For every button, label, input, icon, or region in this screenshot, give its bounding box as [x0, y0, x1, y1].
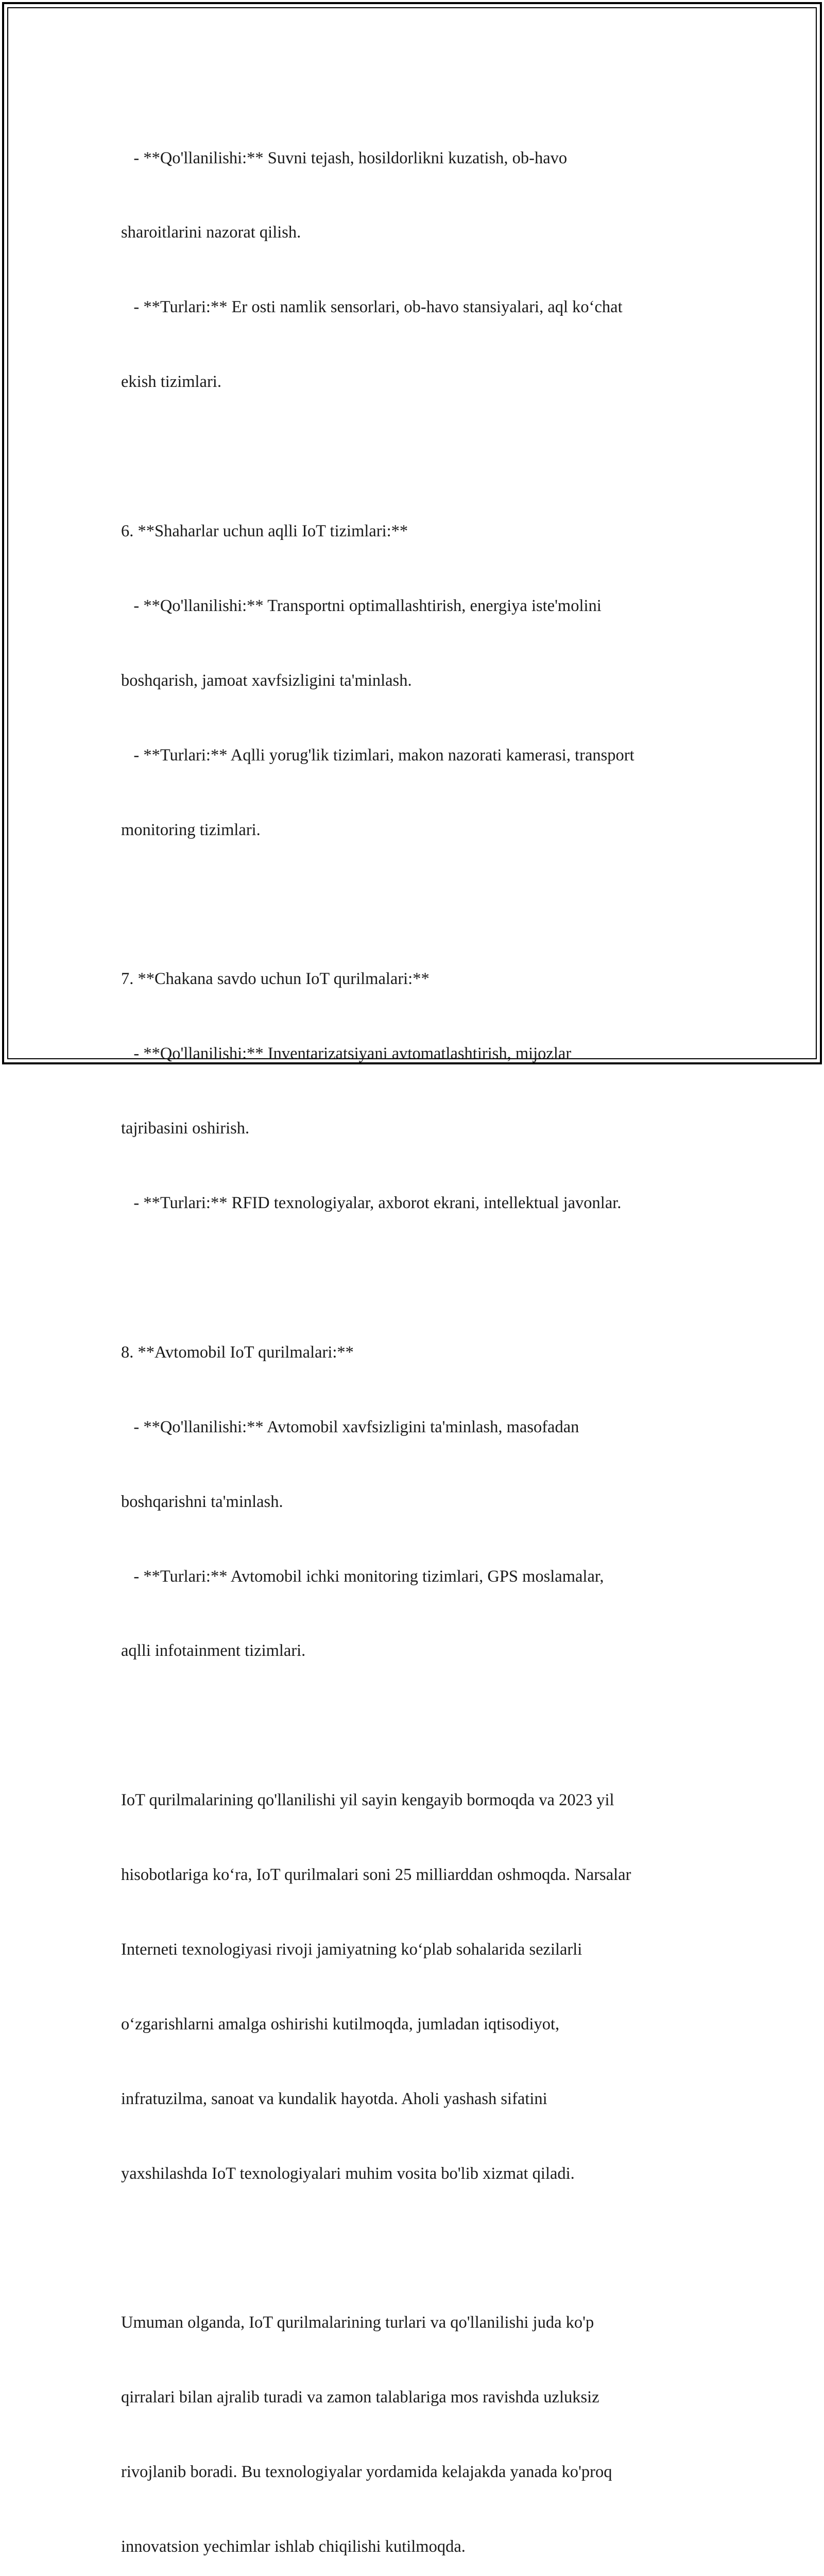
text-line: 6. **Shaharlar uchun aqlli IoT tizimlari:** — [121, 522, 408, 541]
blank-line — [121, 444, 708, 469]
text-line: Umuman olganda, IoT qurilmalarining turlari va qo'llanilishi juda ko'p — [121, 2313, 594, 2332]
text-line: ekish tizimlari. — [121, 372, 221, 392]
text-line: innovatsion yechimlar ishlab chiqilishi kutilmoqda. — [121, 2537, 466, 2556]
text-line: monitoring tizimlari. — [121, 820, 261, 839]
text-line: - **Qo'llanilishi:** Suvni tejash, hosildorlikni kuzatish, ob-havo — [121, 148, 568, 167]
text-line: 8. **Avtomobil IoT qurilmalari:** — [121, 1343, 354, 1362]
blank-line — [121, 1265, 708, 1290]
text-line: sharoitlarini nazorat qilish. — [121, 223, 301, 242]
text-line: rivojlanib boradi. Bu texnologiyalar yordamida kelajakda yanada ko'proq — [121, 2463, 612, 2482]
text-line: o‘zgarishlarni amalga oshirishi kutilmoqda, jumladan iqtisodiyot, — [121, 2014, 560, 2033]
blank-line — [121, 2236, 708, 2261]
text-line: Interneti texnologiyasi rivoji jamiyatning ko‘plab sohalarida sezilarli — [121, 1940, 582, 1959]
blank-line — [121, 1713, 708, 1738]
blank-line — [121, 892, 708, 917]
text-line: - **Qo'llanilishi:** Inventarizatsiyani avtomatlashtirish, mijozlar — [121, 1044, 572, 1063]
text-line: - **Turlari:** RFID texnologiyalar, axborot ekrani, intellektual javonlar. — [121, 1194, 622, 1213]
text-line: - **Qo'llanilishi:** Avtomobil xavfsizligini ta'minlash, masofadan — [121, 1417, 579, 1436]
text-line: tajribasini oshirish. — [121, 1119, 250, 1138]
text-line: IoT qurilmalarining qo'llanilishi yil sayin kengayib bormoqda va 2023 yil — [121, 1791, 614, 1810]
text-line: hisobotlariga ko‘ra, IoT qurilmalari soni 25 milliarddan oshmoqda. Narsalar — [121, 1866, 631, 1885]
text-line: 7. **Chakana savdo uchun IoT qurilmalari:** — [121, 970, 430, 989]
text-line: - **Turlari:** Aqlli yorug'lik tizimlari, makon nazorati kamerasi, transport — [121, 745, 634, 765]
text-line: - **Qo'llanilishi:** Transportni optimallashtirish, energiya iste'molini — [121, 596, 602, 615]
text-line: yaxshilashda IoT texnologiyalari muhim vosita bo'lib xizmat qiladi. — [121, 2164, 575, 2183]
text-line: qirralari bilan ajralib turadi va zamon talablariga mos ravishda uzluksiz — [121, 2388, 599, 2407]
text-line: aqlli infotainment tizimlari. — [121, 1641, 306, 1660]
text-line: - **Turlari:** Avtomobil ichki monitoring tizimlari, GPS moslamalar, — [121, 1567, 604, 1586]
document-body — [121, 96, 708, 2576]
text-line: infratuzilma, sanoat va kundalik hayotda. Aholi yashash sifatini — [121, 2089, 547, 2108]
text-line: - **Turlari:** Er osti namlik sensorlari, ob-havo stansiyalari, aql ko‘chat — [121, 298, 623, 317]
text-line: boshqarishni ta'minlash. — [121, 1492, 283, 1511]
text-line: boshqarish, jamoat xavfsizligini ta'minlash. — [121, 671, 412, 690]
